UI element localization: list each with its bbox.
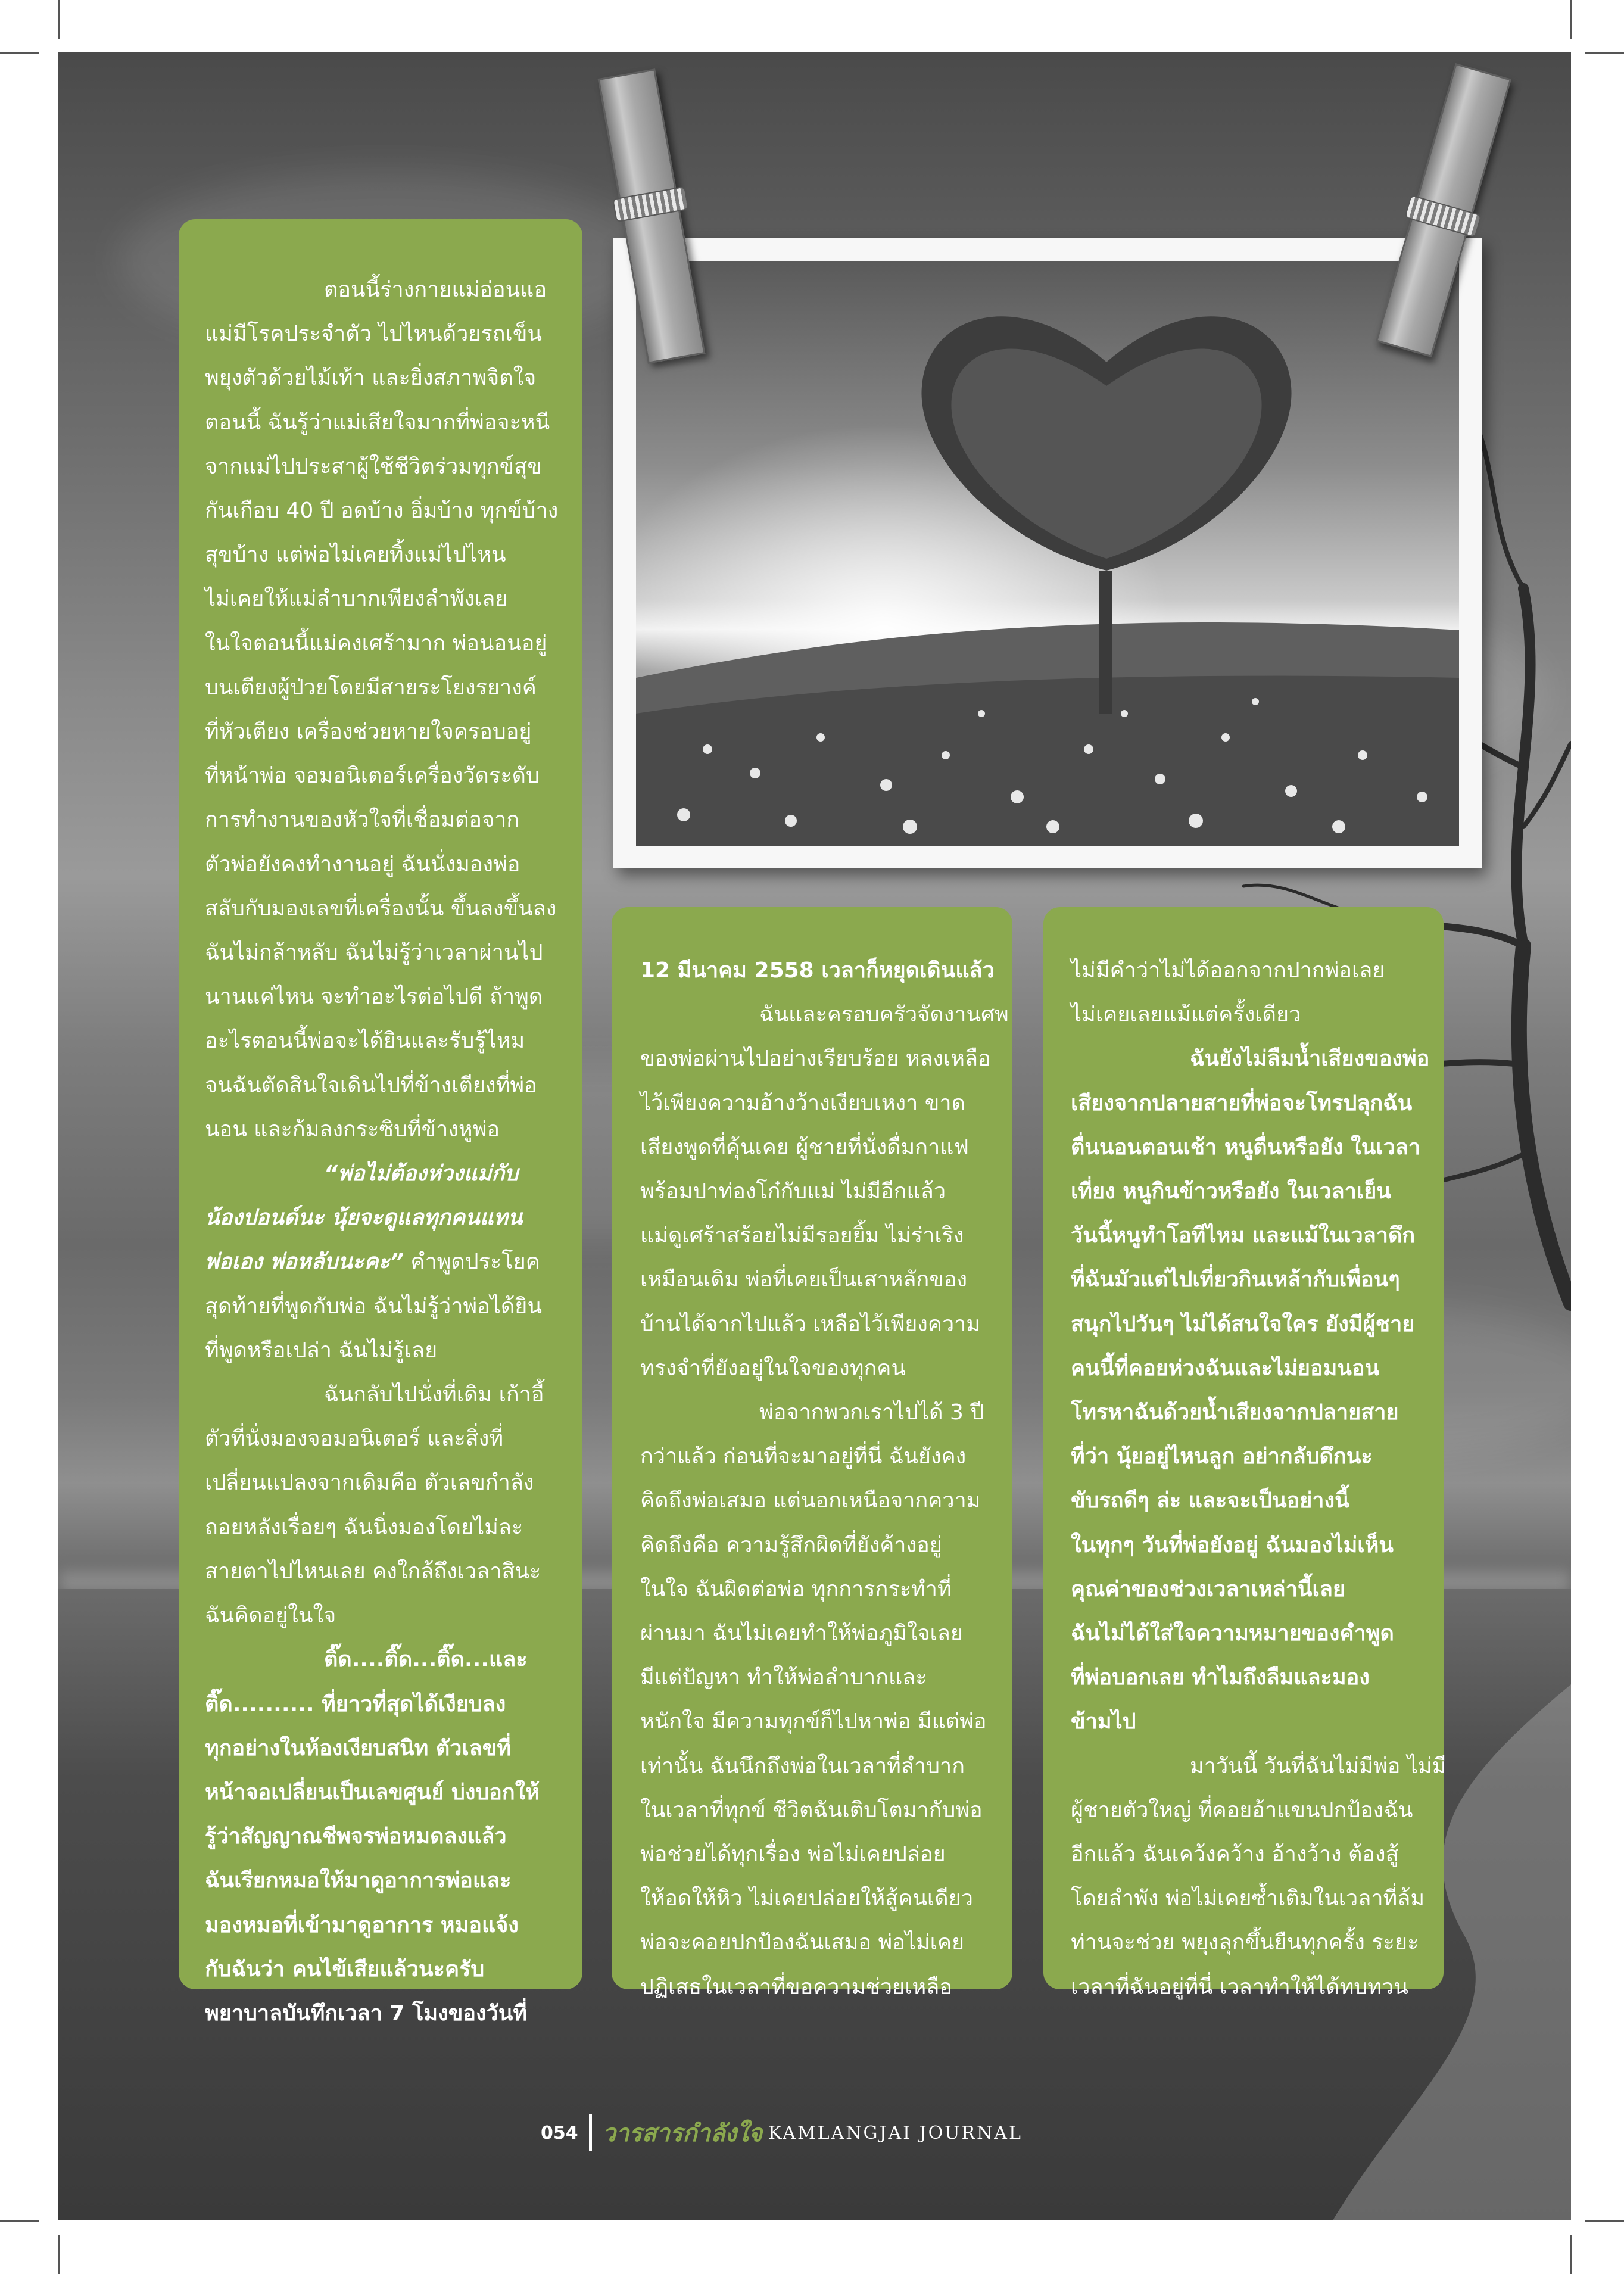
text-line: ฉันคิดอยู่ในใจ xyxy=(205,1603,336,1628)
text-line: ไม่เคยให้แม่ลำบากเพียงลำพังเลย xyxy=(205,587,508,612)
text-line: ของพ่อผ่านไปอย่างเรียบร้อย หลงเหลือ xyxy=(640,1046,991,1071)
text-line: มองหมอที่เข้ามาดูอาการ หมอแจ้ง xyxy=(205,1912,519,1937)
text-line: พร้อมปาท่องโก๋กับแม่ ไม่มีอีกแล้ว xyxy=(640,1179,946,1204)
page-number: 054 xyxy=(541,2122,578,2144)
text-line: เปลี่ยนแปลงจากเดิมคือ ตัวเลขกำลัง xyxy=(205,1471,534,1496)
text-line: เสียงจากปลายสายที่พ่อจะโทรปลุกฉัน xyxy=(1071,1091,1413,1116)
text-line: ไม่มีคำว่าไม่ได้ออกจากปากพ่อเลย xyxy=(1071,958,1385,983)
text-line: สุดท้ายที่พูดกับพ่อ ฉันไม่รู้ว่าพ่อได้ยิน xyxy=(205,1294,542,1319)
text-line: เที่ยง หนูกินข้าวหรือยัง ในเวลาเย็น xyxy=(1071,1179,1391,1204)
text-line: ฉันยังไม่ลืมน้ำเสียงของพ่อ xyxy=(1190,1046,1430,1071)
text-line: ตัวพ่อยังคงทำงานอยู่ ฉันนั่งมองพ่อ xyxy=(205,852,520,877)
crop-mark xyxy=(0,2220,39,2222)
text-line: ฉันเรียกหมอให้มาดูอาการพ่อและ xyxy=(205,1868,512,1893)
text-line: ติ๊ด.......... ที่ยาวที่สุดได้เงียบลง xyxy=(205,1692,506,1717)
text-line: พ่อจะคอยปกป้องฉันเสมอ พ่อไม่เคย xyxy=(640,1930,965,1955)
text-line: ในทุกๆ วันที่พ่อยังอยู่ ฉันมองไม่เห็น xyxy=(1071,1532,1394,1557)
text-line: หนักใจ มีความทุกข์ก็ไปหาพ่อ มีแต่พ่อ xyxy=(640,1709,987,1734)
text-line: แม่มีโรคประจำตัว ไปไหนด้วยรถเข็น xyxy=(205,322,543,347)
crop-mark xyxy=(1585,52,1624,54)
text-line: ตอนนี้ร่างกายแม่อ่อนแอ xyxy=(324,278,547,302)
magazine-name: วารสารกำลังใจ xyxy=(602,2120,763,2147)
text-line: ทรงจำที่ยังอยู่ในใจของทุกคน xyxy=(640,1356,906,1381)
text-line: ที่หน้าพ่อ จอมอนิเตอร์เครื่องวัดระดับ xyxy=(205,764,540,789)
text-line: การทำงานของหัวใจที่เชื่อมต่อจาก xyxy=(205,808,520,833)
text-line: ฉันกลับไปนั่งที่เดิม เก้าอี้ xyxy=(324,1382,544,1407)
text-line: สลับกับมองเลขที่เครื่องนั้น ขึ้นลงขึ้นลง xyxy=(205,896,557,921)
footer-divider xyxy=(589,2114,592,2151)
crop-mark xyxy=(1570,0,1572,39)
text-line: “พ่อไม่ต้องห่วงแม่กับ xyxy=(324,1161,519,1186)
text-line xyxy=(205,1240,566,1284)
text-line: ฉันและครอบครัวจัดงานศพ xyxy=(759,1002,1009,1027)
text-line: สุขบ้าง แต่พ่อไม่เคยทิ้งแม่ไปไหน xyxy=(205,543,506,568)
text-line: ข้ามไป xyxy=(1071,1709,1136,1734)
text-line: บ้านได้จากไปแล้ว เหลือไว้เพียงความ xyxy=(640,1312,981,1337)
text-line: อีกแล้ว ฉันเคว้งคว้าง อ้างว้าง ต้องสู้ xyxy=(1071,1842,1399,1867)
heart-shaped-tree-icon xyxy=(636,261,1459,846)
page-footer xyxy=(541,2113,1023,2152)
text-line: ถอยหลังเรื่อยๆ ฉันนิ่งมองโดยไม่ละ xyxy=(205,1515,523,1540)
text-line: ในใจ ฉันผิดต่อพ่อ ทุกการกระทำที่ xyxy=(640,1577,952,1602)
text-line: ตอนนี้ ฉันรู้ว่าแม่เสียใจมากที่พ่อจะหนี xyxy=(205,410,550,435)
crop-mark xyxy=(1570,2235,1572,2274)
text-line: วันนี้หนูทำโอทีไหม และแม้ในเวลาดึก xyxy=(1071,1223,1416,1248)
crop-mark xyxy=(1585,2220,1624,2222)
text-line-rest: คำพูดประโยค xyxy=(403,1250,540,1275)
text-line: โดยลำพัง พ่อไม่เคยซ้ำเติมในเวลาที่ล้ม xyxy=(1071,1886,1425,1911)
text-line: เท่านั้น ฉันนึกถึงพ่อในเวลาที่ลำบาก xyxy=(640,1753,965,1778)
text-line: มาวันนี้ วันที่ฉันไม่มีพ่อ ไม่มี xyxy=(1190,1753,1447,1778)
text-line: สายตาไปไหนเลย คงใกล้ถึงเวลาสินะ xyxy=(205,1559,541,1584)
text-line: นานแค่ไหน จะทำอะไรต่อไปดี ถ้าพูด xyxy=(205,985,543,1010)
text-line: ในเวลาที่ทุกข์ ชีวิตฉันเติบโตมากับพ่อ xyxy=(640,1798,983,1823)
text-line: หน้าจอเปลี่ยนเป็นเลขศูนย์ บ่งบอกให้ xyxy=(205,1780,540,1805)
text-line: ไม่เคยเลยแม้แต่ครั้งเดียว xyxy=(1071,1002,1301,1027)
text-column-middle xyxy=(612,907,1012,1999)
text-line: กันเกือบ 40 ปี อดบ้าง อิ่มบ้าง ทุกข์บ้าง xyxy=(205,499,559,524)
crop-mark xyxy=(0,52,39,54)
text-line: บนเตียงผู้ป่วยโดยมีสายระโยงรยางค์ xyxy=(205,675,537,700)
text-line: คุณค่าของช่วงเวลาเหล่านี้เลย xyxy=(1071,1577,1345,1602)
text-line: 12 มีนาคม 2558 เวลาก็หยุดเดินแล้ว xyxy=(640,958,995,983)
text-line: ที่ฉันมัวแต่ไปเที่ยวกินเหล้ากับเพื่อนๆ xyxy=(1071,1267,1400,1292)
text-line: กว่าแล้ว ก่อนที่จะมาอยู่ที่นี่ ฉันยังคง xyxy=(640,1444,967,1469)
text-line: ปฏิเสธในเวลาที่ขอความช่วยเหลือ xyxy=(640,1974,952,1999)
text-line: ทุกอย่างในห้องเงียบสนิท ตัวเลขที่ xyxy=(205,1736,512,1761)
text-line: สนุกไปวันๆ ไม่ได้สนใจใคร ยังมีผู้ชาย xyxy=(1071,1312,1415,1337)
text-line: กับฉันว่า คนไข้เสียแล้วนะครับ xyxy=(205,1957,485,1982)
text-line: โทรหาฉันด้วยน้ำเสียงจากปลายสาย xyxy=(1071,1400,1399,1425)
text-line: ท่านจะช่วย พยุงลุกขึ้นยืนทุกครั้ง ระยะ xyxy=(1071,1930,1419,1955)
text-line: นอน และก้มลงกระซิบที่ข้างหูพ่อ xyxy=(205,1117,500,1142)
text-line: แม่ดูเศร้าสร้อยไม่มีรอยยิ้ม ไม่ร่าเริง xyxy=(640,1223,964,1248)
text-line: คนนี้ที่คอยห่วงฉันและไม่ยอมนอน xyxy=(1071,1356,1380,1381)
photo-frame xyxy=(613,238,1482,868)
text-line: ติ๊ด....ติ๊ด...ติ๊ด...และ xyxy=(324,1647,528,1672)
text-line: ผู้ชายตัวใหญ่ ที่คอยอ้าแขนปกป้องฉัน xyxy=(1071,1798,1413,1823)
text-line: จนฉันตัดสินใจเดินไปที่ข้างเตียงที่พ่อ xyxy=(205,1073,537,1098)
text-line: ที่พ่อบอกเลย ทำไมถึงลืมและมอง xyxy=(1071,1665,1370,1690)
text-column-right xyxy=(1043,907,1447,1999)
text-line: ตัวที่นั่งมองจอมอนิเตอร์ และสิ่งที่ xyxy=(205,1426,504,1451)
text-line: พยุงตัวด้วยไม้เท้า และยิ่งสภาพจิตใจ xyxy=(205,366,537,391)
text-line: เสียงพูดที่คุ้นเคย ผู้ชายที่นั่งดื่มกาแฟ xyxy=(640,1135,969,1160)
text-line: ฉันไม่ได้ใส่ใจความหมายของคำพูด xyxy=(1071,1621,1394,1646)
text-line: เหมือนเดิม พ่อที่เคยเป็นเสาหลักของ xyxy=(640,1267,968,1292)
text-line: ตื่นนอนตอนเช้า หนูตื่นหรือยัง ในเวลา xyxy=(1071,1135,1421,1160)
text-line: พยาบาลบันทึกเวลา 7 โมงของวันที่ xyxy=(205,2001,528,2026)
text-line: ไว้เพียงความอ้างว้างเงียบเหงา ขาด xyxy=(640,1091,965,1116)
text-line: เวลาที่ฉันอยู่ที่นี่ เวลาทำให้ได้ทบทวน xyxy=(1071,1974,1408,1999)
crop-mark xyxy=(58,2235,60,2274)
journal-name: KAMLANGJAI JOURNAL xyxy=(768,2122,1023,2144)
text-line: พ่อช่วยได้ทุกเรื่อง พ่อไม่เคยปล่อย xyxy=(640,1842,946,1867)
text-line: ที่หัวเตียง เครื่องช่วยหายใจครอบอยู่ xyxy=(205,719,532,744)
text-line: ผ่านมา ฉันไม่เคยทำให้พ่อภูมิใจเลย xyxy=(640,1621,963,1646)
text-line: จากแม่ไปประสาผู้ใช้ชีวิตร่วมทุกข์สุข xyxy=(205,454,542,479)
crop-mark xyxy=(58,0,60,39)
text-line: คิดถึงคือ ความรู้สึกผิดที่ยังค้างอยู่ xyxy=(640,1532,942,1557)
text-line: พ่อจากพวกเราไปได้ 3 ปี xyxy=(759,1400,984,1425)
text-line: ที่พูดหรือเปล่า ฉันไม่รู้เลย xyxy=(205,1338,438,1363)
text-line: ในใจตอนนี้แม่คงเศร้ามาก พ่อนอนอยู่ xyxy=(205,631,547,656)
text-line: อะไรตอนนี้พ่อจะได้ยินและรับรู้ไหม xyxy=(205,1029,525,1054)
text-line: รู้ว่าสัญญาณชีพจรพ่อหมดลงแล้ว xyxy=(205,1824,507,1849)
text-line: มีแต่ปัญหา ทำให้พ่อลำบากและ xyxy=(640,1665,927,1690)
text-line-emphasis: พ่อเอง พ่อหลับนะคะ” xyxy=(205,1250,404,1275)
text-line: ฉันไม่กล้าหลับ ฉันไม่รู้ว่าเวลาผ่านไป xyxy=(205,940,543,965)
text-line: คิดถึงพ่อเสมอ แต่นอกเหนือจากความ xyxy=(640,1488,981,1513)
text-column-left xyxy=(179,219,582,2026)
text-line: ขับรถดีๆ ล่ะ และจะเป็นอย่างนี้ xyxy=(1071,1488,1349,1513)
heart-tree-photo xyxy=(636,261,1459,846)
text-line: น้องปอนด์นะ นุ้ยจะดูแลทุกคนแทน xyxy=(205,1205,523,1231)
text-line: ที่ว่า นุ้ยอยู่ไหนลูก อย่ากลับดึกนะ xyxy=(1071,1444,1373,1469)
text-line: ให้อดให้หิว ไม่เคยปล่อยให้สู้คนเดียว xyxy=(640,1886,973,1911)
